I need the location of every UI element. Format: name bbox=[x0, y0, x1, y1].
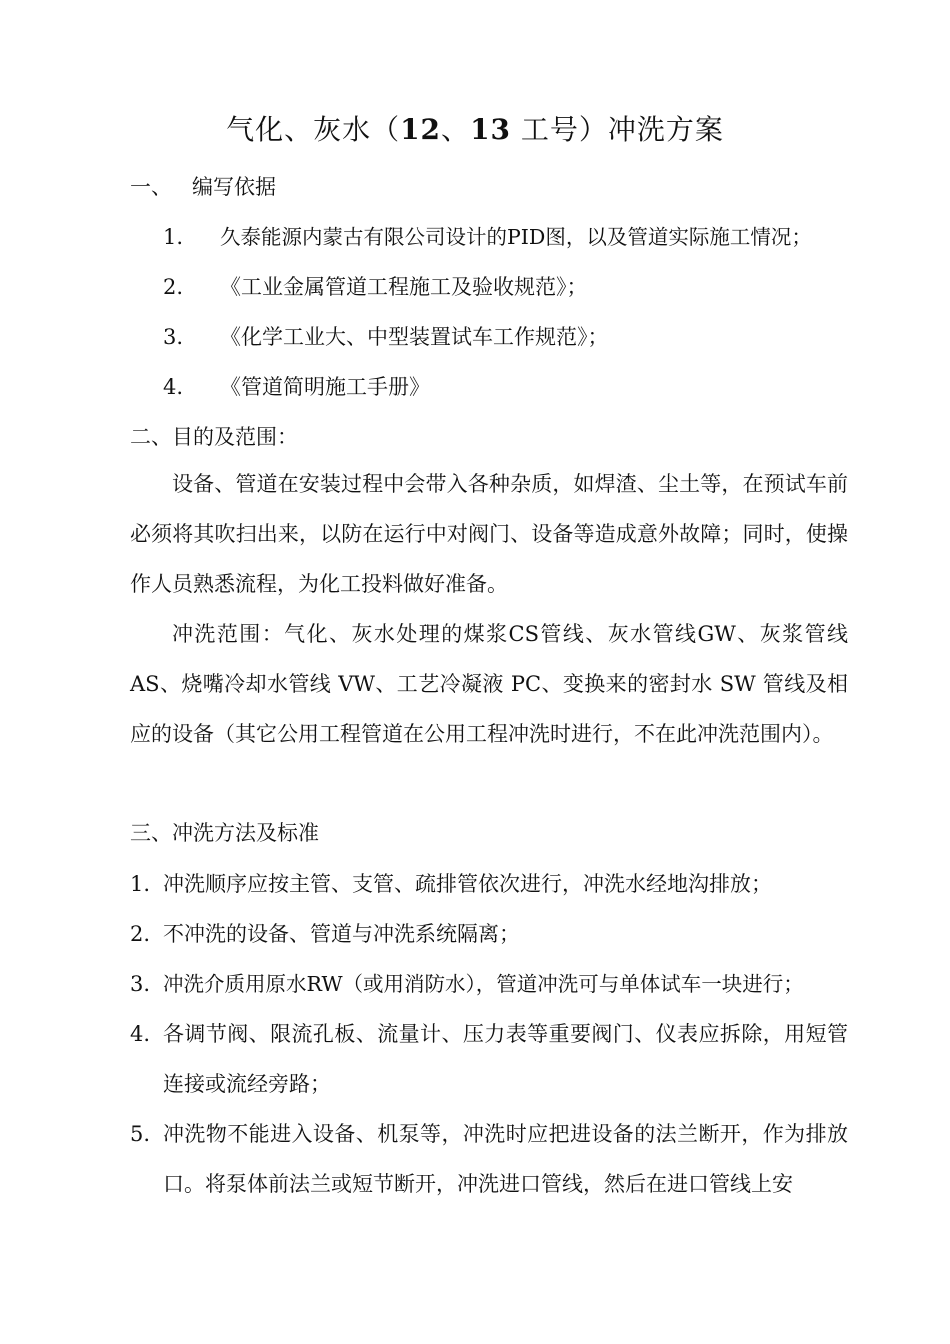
method-item-number: 4. bbox=[130, 1022, 151, 1046]
reference-number-4: 4. bbox=[163, 375, 184, 399]
title-prefix: 气化、灰水（ bbox=[226, 113, 401, 146]
title-number-13: 13 bbox=[470, 113, 512, 146]
section-heading-method: 三、冲洗方法及标准 bbox=[130, 821, 319, 845]
method-item-number: 3. bbox=[130, 972, 151, 996]
method-item-2 bbox=[130, 909, 848, 959]
reference-text-3: 《化学工业大、中型装置试车工作规范》； bbox=[220, 325, 609, 349]
method-item-3 bbox=[130, 959, 848, 1009]
method-item-1 bbox=[130, 859, 848, 909]
method-item-4 bbox=[130, 1009, 848, 1109]
method-item-text: 冲洗介质用原水RW（或用消防水），管道冲洗可与单体试车一块进行； bbox=[163, 972, 804, 996]
reference-text-2: 《工业金属管道工程施工及验收规范》； bbox=[220, 275, 588, 299]
method-item-text: 冲洗顺序应按主管、支管、疏排管依次进行，冲洗水经地沟排放； bbox=[163, 872, 772, 896]
method-item-text: 各调节阀、限流孔板、流量计、压力表等重要阀门、仪表应拆除，用短管连接或流经旁路； bbox=[163, 1022, 848, 1096]
method-item-text: 不冲洗的设备、管道与冲洗系统隔离； bbox=[163, 922, 520, 946]
scope-paragraph: 冲洗范围：气化、灰水处理的煤浆CS管线、灰水管线GW、灰浆管线AS、烧嘴冷却水管线 VW、工艺冷凝液 PC、变换来的密封水 SW 管线及相应的设备（其它公用工程管道在公用工程冲洗时进行，不在此冲洗范围内）。 bbox=[130, 622, 848, 746]
title-number-12: 12 bbox=[400, 113, 442, 146]
reference-number-2: 2. bbox=[163, 275, 184, 299]
reference-text-4: 《管道简明施工手册》 bbox=[220, 375, 430, 399]
method-item-text: 冲洗物不能进入设备、机泵等，冲洗时应把进设备的法兰断开，作为排放口。将泵体前法兰或短节断开，冲洗进口管线，然后在进口管线上安 bbox=[163, 1122, 848, 1196]
method-item-number: 5. bbox=[130, 1122, 151, 1146]
reference-number-3: 3. bbox=[163, 325, 184, 349]
reference-number-1: 1. bbox=[163, 225, 184, 249]
method-item-number: 1. bbox=[130, 872, 151, 896]
section-heading-basis: 一、 编写依据 bbox=[130, 175, 277, 199]
document-title bbox=[0, 110, 950, 150]
purpose-paragraph: 设备、管道在安装过程中会带入各种杂质，如焊渣、尘土等，在预试车前必须将其吹扫出来，以防在运行中对阀门、设备等造成意外故障；同时，使操作人员熟悉流程，为化工投料做好准备。 bbox=[130, 472, 848, 596]
title-suffix: 工号）冲洗方案 bbox=[511, 113, 724, 146]
method-item-number: 2. bbox=[130, 922, 151, 946]
reference-text-1: 久泰能源内蒙古有限公司设计的PID图，以及管道实际施工情况； bbox=[220, 225, 812, 249]
method-item-5 bbox=[130, 1109, 848, 1209]
title-separator: 、 bbox=[441, 113, 471, 146]
section-heading-purpose: 二、目的及范围： bbox=[130, 425, 298, 449]
